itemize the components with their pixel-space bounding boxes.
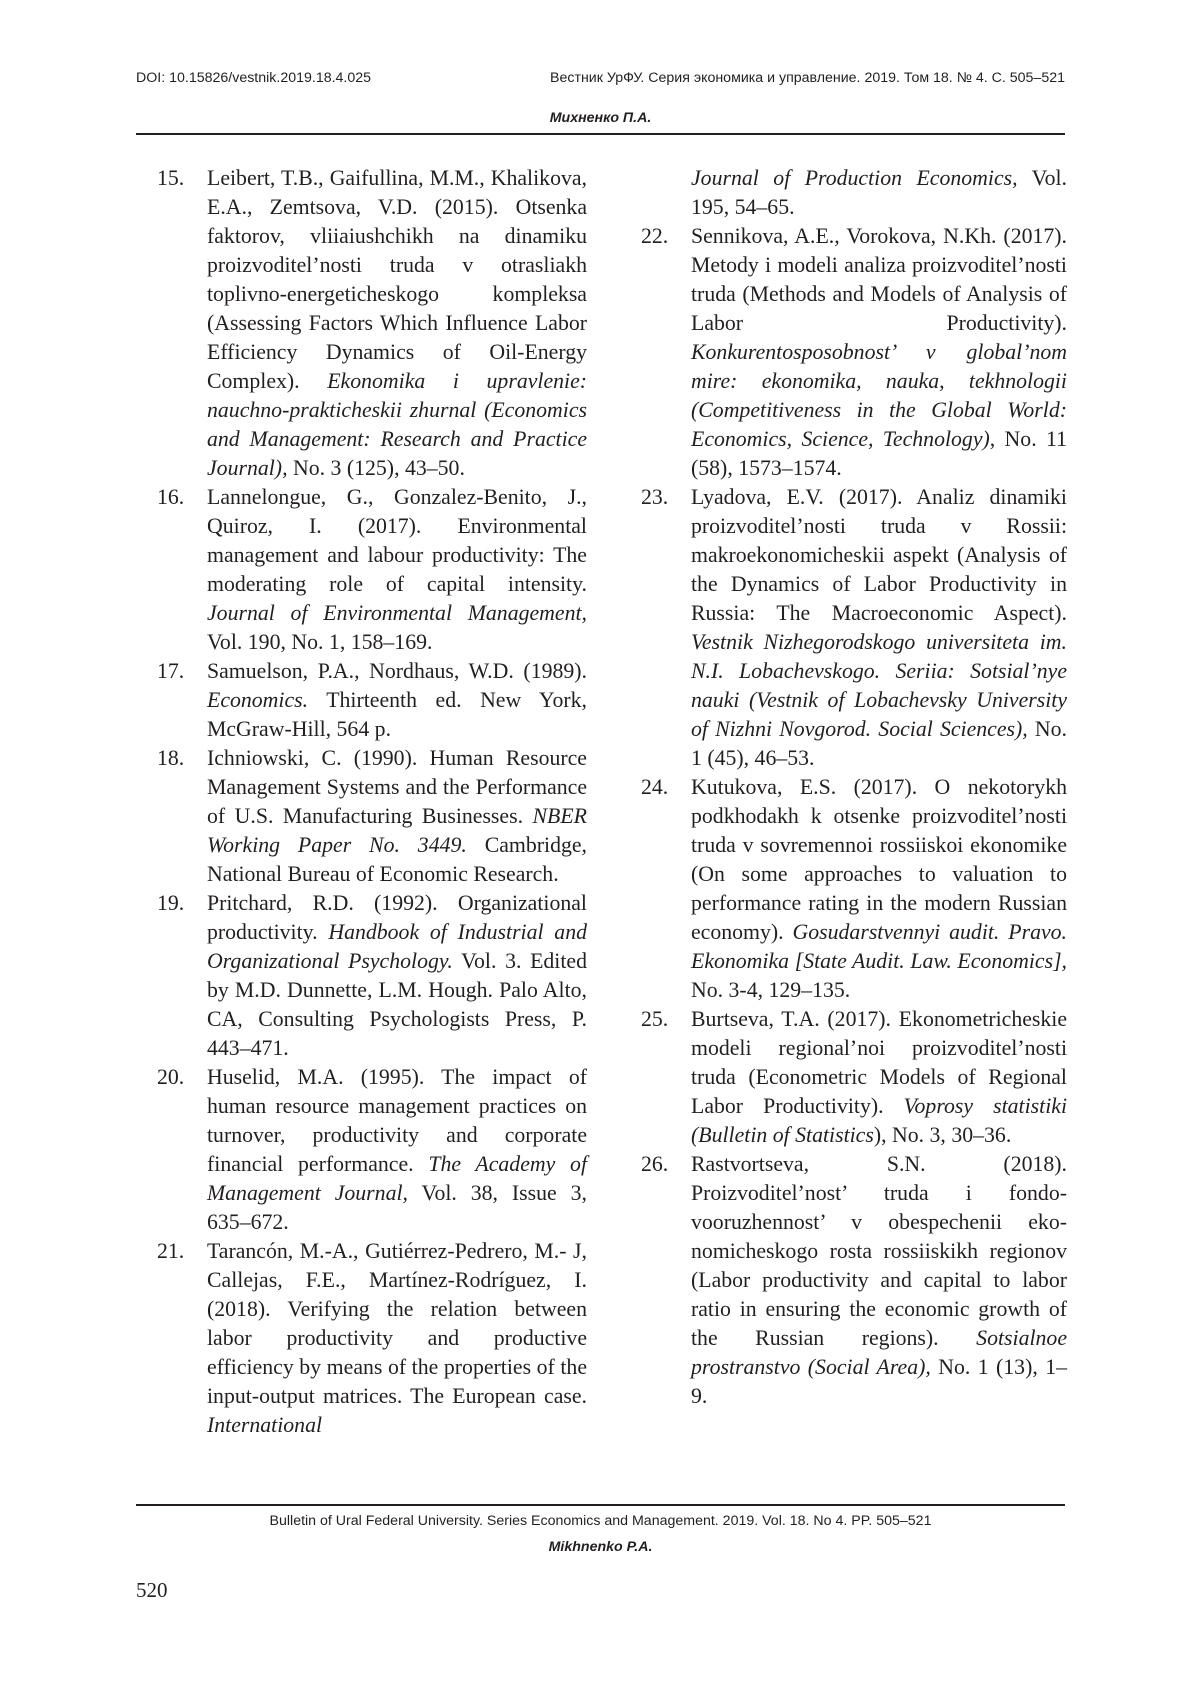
reference-item: [157, 744, 587, 889]
page-number: 520: [136, 1578, 168, 1602]
reference-number: 19.: [157, 891, 185, 915]
reference-source: Vestnik Nizhegorodskogo universiteta im. N.I. Lobachevskogo. Seriia: Sotsial’nye nauki (Vestnik of Lobachevsky University of Nizhni Novgorod. Social Sciences),: [691, 630, 1067, 741]
reference-source: Voprosy statistiki (Bulletin of Statistics: [691, 1094, 1067, 1147]
reference-text: Kutukova, E.S. (2017). O nekotorykh podkhodakh k otsenke proizvoditel’nosti truda v sovremennoi rossiiskoi ekonomike (On some approaches to valuation to performance rating in the modern Russian economy).: [691, 775, 1067, 944]
reference-text: No. 1 (45), 46–53.: [691, 717, 1068, 770]
reference-item: [641, 483, 1067, 773]
reference-source: The Academy of Management Journal,: [207, 1152, 587, 1205]
reference-text: Pritchard, R.D. (1992). Organizational productivity.: [207, 891, 587, 944]
reference-number: 22.: [641, 224, 669, 248]
reference-item: [157, 657, 587, 744]
reference-item: [641, 773, 1067, 1005]
journal-header-text: Вестник УрФУ. Серия экономика и управление. 2019. Том 18. № 4. С. 505–521: [550, 70, 1065, 86]
reference-text: Cambridge, National Bureau of Economic Research.: [207, 833, 588, 886]
reference-number: 24.: [641, 775, 669, 799]
reference-column-right: [641, 164, 1067, 1411]
reference-text: Tarancón, M.-A., Gutiérrez-Pedrero, M.- J, Callejas, F.E., Martínez-Rodríguez, I. (2018). Verifying the relation between labor productivity and productive efficiency by means of the properties of the input-output matrices. The European case.: [207, 1239, 587, 1408]
reference-source: International: [207, 1413, 323, 1437]
reference-number: 16.: [157, 485, 185, 509]
reference-text: No. 3 (125), 43–50.: [287, 456, 465, 480]
reference-source: NBER Working Paper No. 3449.: [207, 804, 587, 857]
reference-number: 26.: [641, 1152, 669, 1176]
reference-item: [157, 1237, 587, 1440]
footer-journal-text: Bulletin of Ural Federal University. Series Economics and Management. 2019. Vol. 18. No 4. PP. 505–521: [269, 1513, 932, 1529]
reference-text: , No. 11 (58), 1573–1574.: [691, 427, 1067, 480]
reference-text: Leibert, T.B., Gaifullina, M.M., Khalikova, E.A., Zemtsova, V.D. (2015). Otsenka faktorov, vliiaiushchikh na dinamiku proizvoditel’nosti truda v otrasliakh toplivno-energeticheskogo kompleksa (Assessing Factors Which Influence Labor Efficiency Dynamics of Oil-Energy Complex).: [207, 166, 587, 393]
reference-item: [157, 889, 587, 1063]
header-author: Михненко П.А.: [549, 110, 652, 126]
reference-number: 23.: [641, 485, 669, 509]
reference-item: [641, 222, 1067, 483]
reference-text: No. 1 (13), 1–9.: [691, 1355, 1067, 1408]
reference-text: Thirteenth ed. New York, McGraw-Hill, 564 p.: [207, 688, 587, 741]
header-rule: [136, 133, 1065, 135]
reference-source: Konkurentosposobnost’ v global’nom mire: ekonomika, nauka, tekhnologii (Competitiveness in the Global World: Economics, Science, Technology): [691, 340, 1067, 451]
footer-rule: [136, 1504, 1065, 1506]
reference-item: [641, 1150, 1067, 1411]
reference-number: 25.: [641, 1007, 669, 1031]
reference-item-continued: [641, 164, 1067, 222]
reference-number: 21.: [157, 1239, 185, 1263]
reference-text: Samuelson, P.A., Nordhaus, W.D. (1989).: [207, 659, 587, 683]
running-header: [136, 70, 1065, 94]
reference-source: Handbook of Industrial and Organizational Psychology.: [207, 920, 587, 973]
reference-text: Huselid, M.A. (1995). The impact of human resource management practices on turnover, productivity and corporate financial performance.: [207, 1065, 587, 1176]
reference-text: Ichniowski, C. (1990). Human Resource Management Systems and the Performance of U.S. Manufacturing Businesses.: [207, 746, 587, 828]
reference-item: [157, 483, 587, 657]
reference-number: 17.: [157, 659, 185, 683]
reference-text: Vol. 195, 54–65.: [691, 166, 1068, 219]
reference-source: Sotsialnoe prostranstvo (Social Area),: [691, 1326, 1067, 1379]
reference-item: [641, 1005, 1067, 1150]
reference-source: Gosudarstvennyi audit. Pravo. Ekonomika [State Audit. Law. Economics],: [691, 920, 1067, 973]
reference-text: Burtseva, T.A. (2017). Ekonometricheskie modeli regional’noi proizvoditel’nosti truda (Econometric Models of Regional Labor Productivity).: [691, 1007, 1067, 1118]
reference-source: Ekonomika i upravlenie: nauchno-prakticheskii zhurnal (Economics and Management: Research and Practice Journal),: [207, 369, 588, 480]
reference-text: Lyadova, E.V. (2017). Analiz dinamiki proizvoditel’nosti truda v Rossii: makroekonomicheskii aspekt (Analysis of the Dynamics of Labor Productivity in Russia: The Macroeconomic Aspect).: [691, 485, 1067, 625]
reference-text: Rastvortseva, S.N. (2018). Proizvoditel’nost’ truda i fondovooruzhennost’ v obespechenii ekonomicheskogo rosta rossiiskikh regionov (Labor productivity and capital to labor ratio in ensuring the economic growth of the Russian regions).: [691, 1152, 1067, 1350]
reference-text: Vol. 38, Issue 3, 635–672.: [207, 1181, 587, 1234]
reference-number: 15.: [157, 166, 185, 190]
reference-text: Sennikova, A.E., Vorokova, N.Kh. (2017). Metody i modeli analiza proizvoditel’nosti truda (Methods and Models of Analysis of Labor Productivity).: [691, 224, 1067, 335]
reference-text: Vol. 3. Edited by M.D. Dunnette, L.M. Hough. Palo Alto, CA, Consulting Psychologists Press, P. 443–471.: [207, 949, 587, 1060]
reference-number: 18.: [157, 746, 185, 770]
reference-column-left: [157, 164, 587, 1440]
reference-text: Lannelongue, G., Gonzalez-Benito, J., Quiroz, I. (2017). Environmental management and labour productivity: The moderating role of capital intensity.: [207, 485, 587, 596]
reference-item: [157, 1063, 587, 1237]
reference-number: 20.: [157, 1065, 185, 1089]
reference-source: Journal of Environmental Management,: [207, 601, 587, 625]
footer-author: Mikhnenko P.A.: [548, 1539, 653, 1555]
reference-source: Journal of Production Economics,: [691, 166, 1018, 190]
reference-text: Vol. 190, No. 1, 158–169.: [207, 630, 433, 654]
doi-text: DOI: 10.15826/vestnik.2019.18.4.025: [136, 70, 372, 86]
reference-item: [157, 164, 587, 483]
reference-text: ), No. 3, 30–36.: [873, 1123, 1012, 1147]
reference-text: No. 3-4, 129–135.: [691, 978, 851, 1002]
reference-source: Economics.: [207, 688, 309, 712]
